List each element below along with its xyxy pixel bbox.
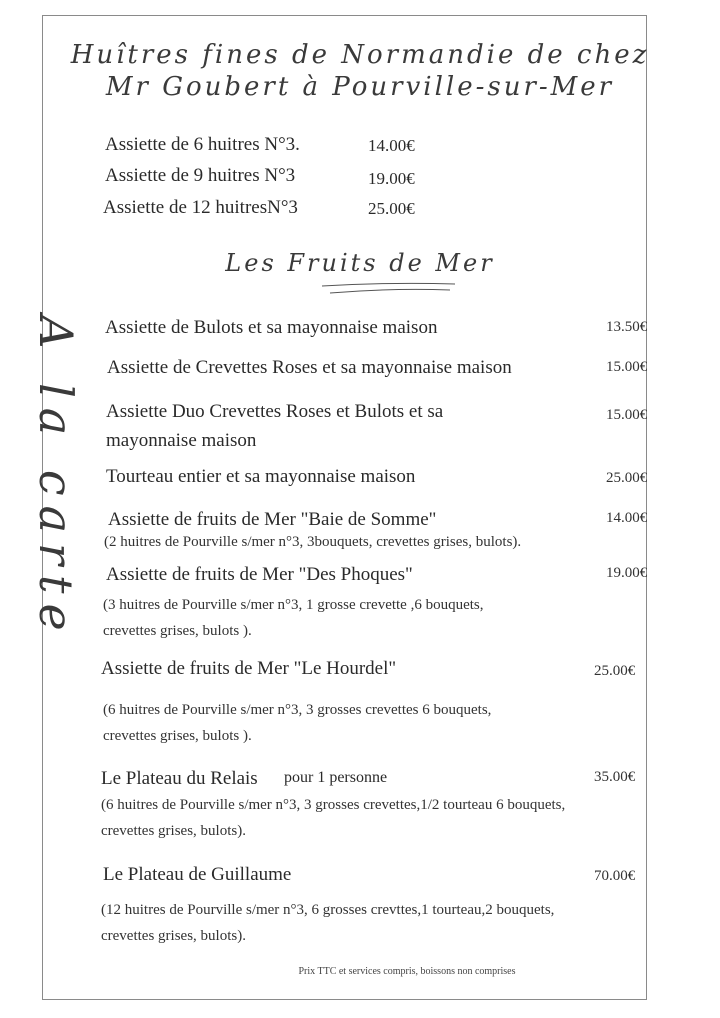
item-crevettes-label: Assiette de Crevettes Roses et sa mayonnaise maison	[107, 357, 512, 378]
item-bulots-label: Assiette de Bulots et sa mayonnaise maison	[105, 317, 438, 338]
item-relais-desc: (6 huitres de Pourville s/mer n°3, 3 grosses crevettes,1/2 tourteau 6 bouquets,	[101, 797, 566, 813]
item-hourdel-desc: (6 huitres de Pourville s/mer n°3, 3 grosses crevettes 6 bouquets,	[103, 702, 492, 718]
section-title-underline	[0, 278, 720, 302]
oyster-12-label: Assiette de 12 huitresN°3	[103, 197, 298, 218]
item-hourdel-label: Assiette de fruits de Mer "Le Hourdel"	[101, 658, 397, 679]
item-baie-price: 14.00€	[606, 510, 648, 526]
oyster-12-price: 25.00€	[368, 199, 415, 218]
item-guillaume-desc: (12 huitres de Pourville s/mer n°3, 6 grosses crevttes,1 tourteau,2 bouquets,	[101, 902, 555, 918]
item-phoques-label: Assiette de fruits de Mer "Des Phoques"	[106, 564, 413, 585]
item-relais-extra: pour 1 personne	[284, 769, 388, 786]
section-title: Les Fruits de Mer	[225, 249, 495, 277]
item-guillaume-price: 70.00€	[594, 868, 636, 884]
item-tourteau-price: 25.00€	[606, 470, 648, 486]
item-hourdel-price: 25.00€	[594, 663, 636, 679]
item-duo-label-cont: mayonnaise maison	[106, 430, 257, 451]
item-guillaume-label: Le Plateau de Guillaume	[103, 864, 292, 885]
item-duo-label: Assiette Duo Crevettes Roses et Bulots et sa	[106, 401, 444, 422]
header-line-1: Huîtres fines de Normandie de chez	[70, 40, 650, 70]
header-line-2: Mr Goubert à Pourville-sur-Mer	[105, 72, 615, 102]
item-baie-desc: (2 huitres de Pourville s/mer n°3, 3bouquets, crevettes grises, bulots).	[104, 534, 522, 550]
item-bulots-price: 13.50€	[606, 319, 648, 335]
item-tourteau-label: Tourteau entier et sa mayonnaise maison	[106, 466, 416, 487]
item-hourdel-desc-cont: crevettes grises, bulots ).	[103, 728, 252, 744]
item-relais-label: Le Plateau du Relais	[101, 768, 258, 789]
oyster-6-price: 14.00€	[368, 136, 415, 155]
oyster-9-label: Assiette de 9 huitres N°3	[105, 165, 296, 186]
item-relais-price: 35.00€	[594, 769, 636, 785]
oyster-9-price: 19.00€	[368, 169, 415, 188]
item-baie-label: Assiette de fruits de Mer "Baie de Somme"	[108, 509, 437, 530]
item-duo-price: 15.00€	[606, 407, 648, 423]
item-relais-desc-cont: crevettes grises, bulots).	[101, 823, 246, 839]
oyster-6-label: Assiette de 6 huitres N°3.	[105, 134, 300, 155]
item-phoques-desc-cont: crevettes grises, bulots ).	[103, 623, 252, 639]
item-guillaume-desc-cont: crevettes grises, bulots).	[101, 928, 246, 944]
item-phoques-price: 19.00€	[606, 565, 648, 581]
item-crevettes-price: 15.00€	[606, 359, 648, 375]
footer-note: Prix TTC et services compris, boissons non comprises	[298, 966, 516, 977]
item-phoques-desc: (3 huitres de Pourville s/mer n°3, 1 grosse crevette ,6 bouquets,	[103, 597, 484, 613]
